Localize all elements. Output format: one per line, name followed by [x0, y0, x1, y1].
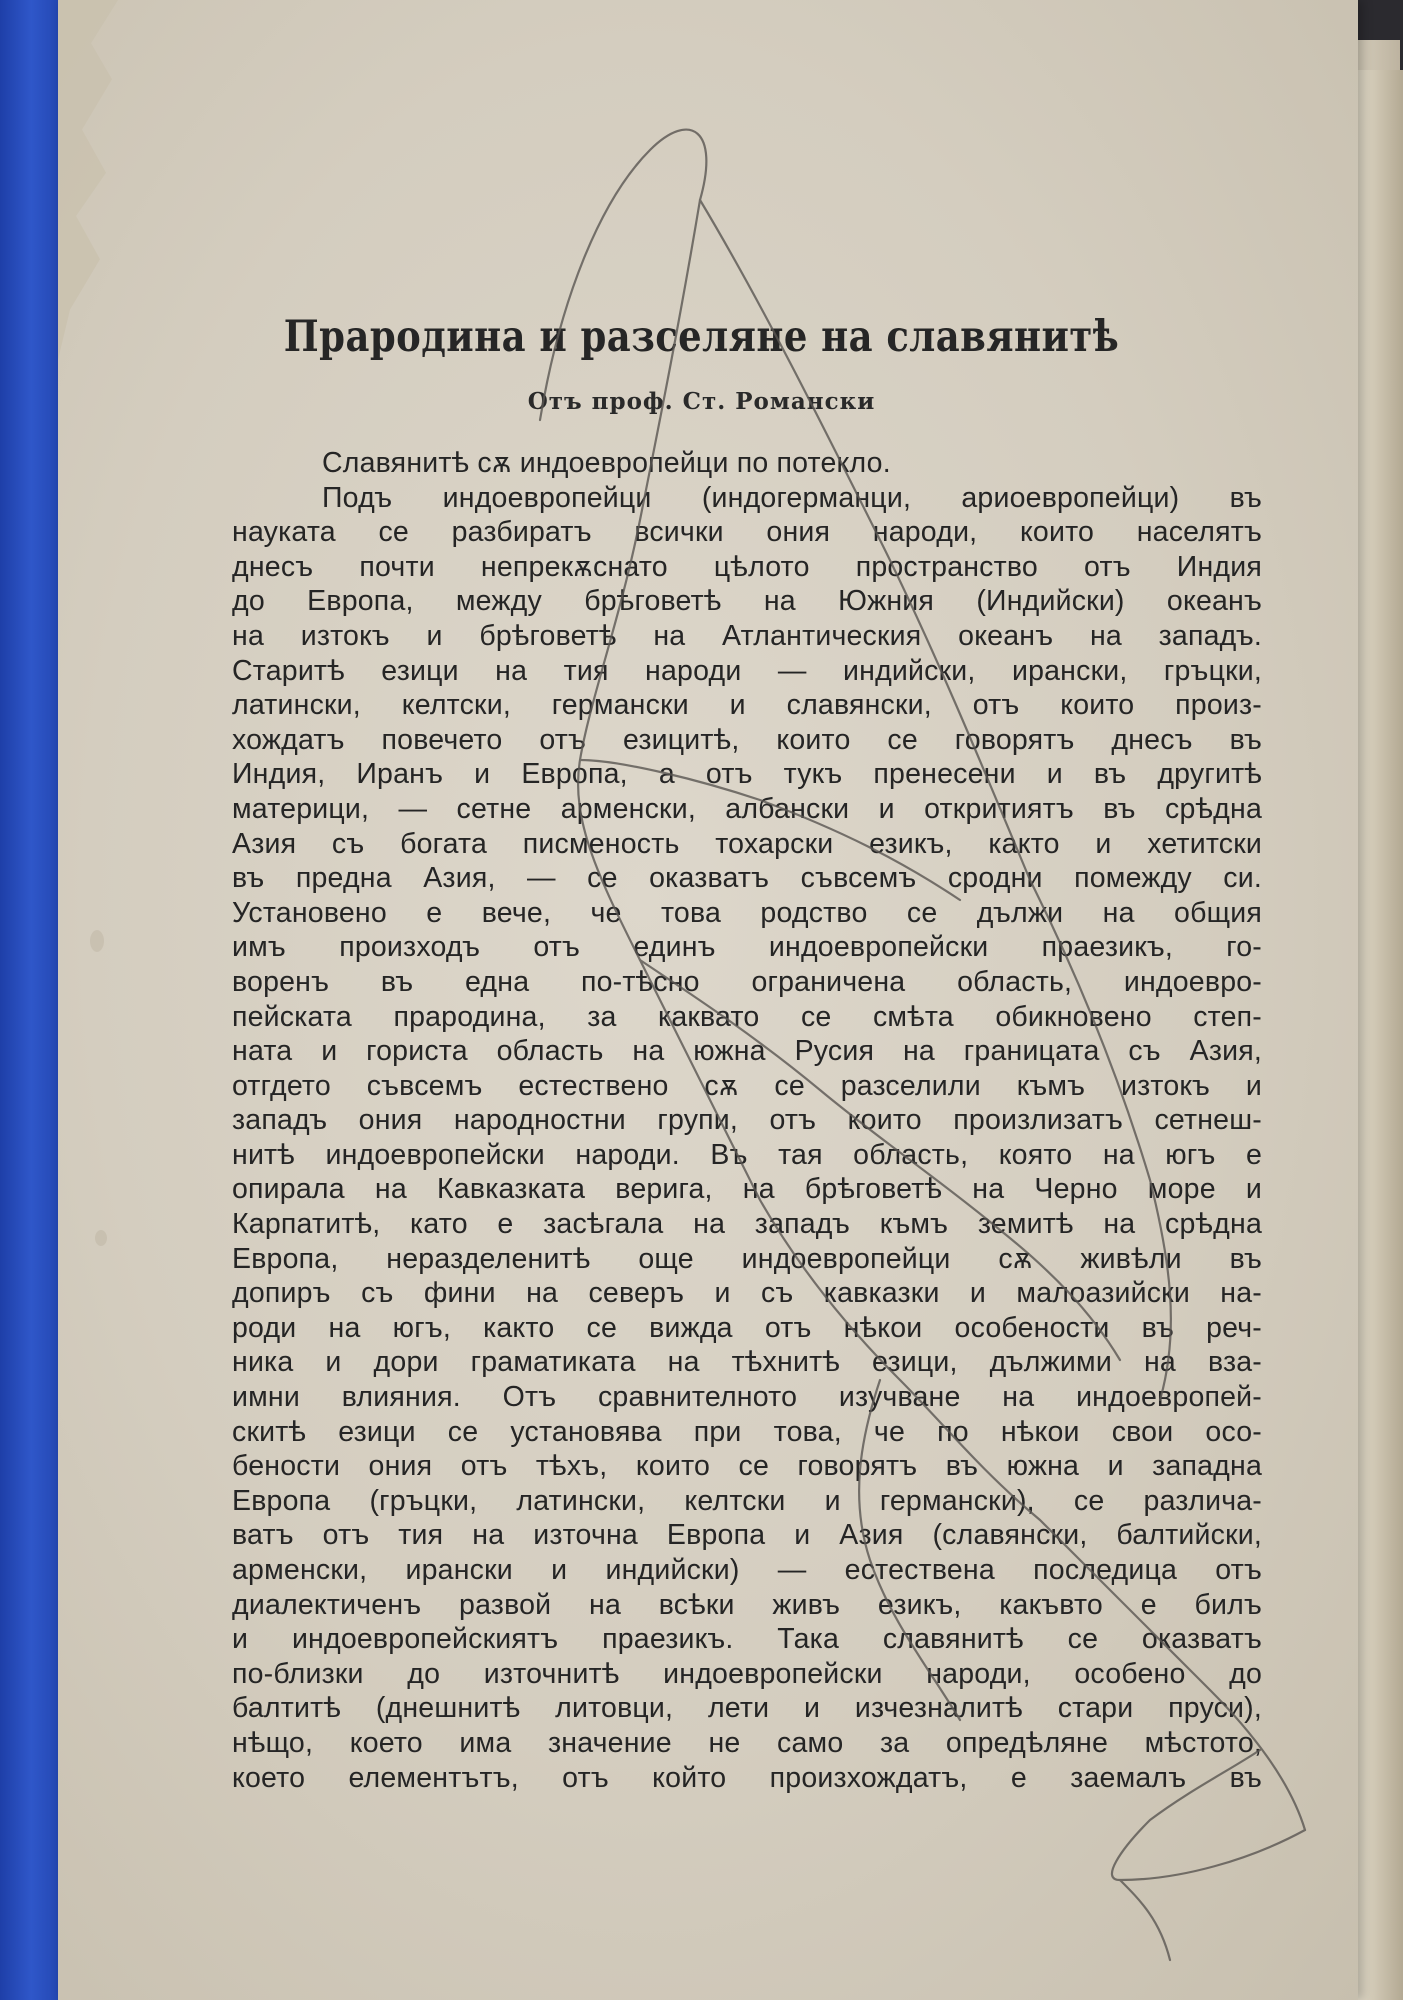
text-line: пейската прародина, за каквато се смѣта обикновено степ- [232, 1000, 1262, 1033]
text-line: Старитѣ езици на тия народи — индийски, ирански, гръцки, [232, 654, 1262, 687]
text-line: въ предна Азия, — се оказватъ съвсемъ сродни помежду си. [232, 862, 1262, 895]
text-line: материци, — сетне арменски, албански и откритиятъ въ срѣдна [232, 792, 1262, 825]
text-line: науката се разбиратъ всички ония народи, които населятъ [232, 516, 1262, 549]
author-byline: Отъ проф. Ст. Романски [527, 388, 876, 415]
text-line: до Европа, между брѣговетѣ на Южния (Индийски) океанъ [232, 585, 1262, 618]
text-line: имни влияния. Отъ сравнителното изучване на индоевропей- [232, 1381, 1262, 1414]
text-line: латински, келтски, германски и славянски, отъ които произ- [232, 689, 1262, 722]
text-line: роди на югъ, както се вижда отъ нѣкои особености въ реч- [232, 1311, 1262, 1344]
text-line: воренъ въ една по-тѣсно ограничена область, индоевро- [232, 965, 1262, 998]
text-line: Установено е вече, че това родство се дължи на общия [232, 896, 1262, 929]
text-line: бености ония отъ тѣхъ, които се говорятъ въ южна и западна [232, 1450, 1262, 1483]
text-line: днесъ почти непрекѫснато цѣлото пространство отъ Индия [232, 550, 1262, 583]
text-line: нитѣ индоевропейски народи. Въ тая область, която на югъ е [232, 1138, 1262, 1171]
text-line: арменски, ирански и индийски) — естествена последица отъ [232, 1554, 1262, 1586]
text-line: Европа, неразделенитѣ още индоевропейци сѫ живѣли въ [232, 1242, 1262, 1275]
text-line: на изтокъ и брѣговетѣ на Атлантическия океанъ на западъ. [232, 619, 1262, 652]
text-line: нѣщо, което има значение не само за опредѣляне мѣстото, [232, 1726, 1262, 1759]
paper-stain [95, 1230, 107, 1246]
text-line: имъ произходъ отъ единъ индоевропейски праезикъ, го- [232, 931, 1262, 964]
text-line: ната и гориста область на южна Русия на границата съ Азия, [232, 1035, 1262, 1068]
paragraph-1: Славянитѣ сѫ индоевропейци по потекло. [322, 447, 891, 479]
text-line: западъ ония народностни групи, отъ които произлизатъ сетнеш- [232, 1104, 1262, 1137]
text-line: Европа (гръцки, латински, келтски и германски), се различа- [232, 1484, 1262, 1517]
paper-stain [90, 930, 104, 952]
text-line: Карпатитѣ, като е засѣгала на западъ къмъ земитѣ на срѣдна [232, 1208, 1262, 1241]
text-line: ватъ отъ тия на източна Европа и Азия (славянски, балтийски, [232, 1519, 1262, 1552]
text-line: по-близки до източнитѣ индоевропейски народи, особено до [232, 1657, 1262, 1690]
text-line: диалектиченъ развой на всѣки живъ езикъ, какъвто е билъ [232, 1588, 1262, 1621]
text-line: отгдето съвсемъ естествено сѫ се разселили къмъ изтокъ и [232, 1069, 1262, 1102]
page-title: Прародина и разселяне на славянитѣ [283, 312, 1120, 362]
article-body [232, 446, 1262, 1795]
text-line: хождатъ повечето отъ езицитѣ, които се говорятъ днесъ въ [232, 723, 1262, 756]
text-line: и индоевропейскиятъ праезикъ. Така славянитѣ се оказватъ [232, 1623, 1262, 1656]
text-line: което елементътъ, отъ който произхождатъ, е заемалъ въ [232, 1761, 1262, 1794]
text-line: балтитѣ (днешнитѣ литовци, лети и изчезналитѣ стари пруси), [232, 1692, 1262, 1725]
text-line: ника и дори граматиката на тѣхнитѣ езици, дължими на вза- [232, 1346, 1262, 1379]
text-line: скитѣ езици се установява при това, че по нѣкои свои осо- [232, 1415, 1262, 1448]
text-line: Азия съ богата писменость тохарски езикъ, както и хетитски [232, 827, 1262, 860]
text-line: Подъ индоевропейци (индогерманци, ариоевропейци) въ [322, 481, 1262, 514]
text-line: допиръ съ фини на северъ и съ кавказки и малоазийски на- [232, 1277, 1262, 1310]
text-line: опирала на Кавказката верига, на брѣговетѣ на Черно море и [232, 1173, 1262, 1206]
text-line: Индия, Иранъ и Европа, а отъ тукъ пренесени и въ другитѣ [232, 758, 1262, 791]
